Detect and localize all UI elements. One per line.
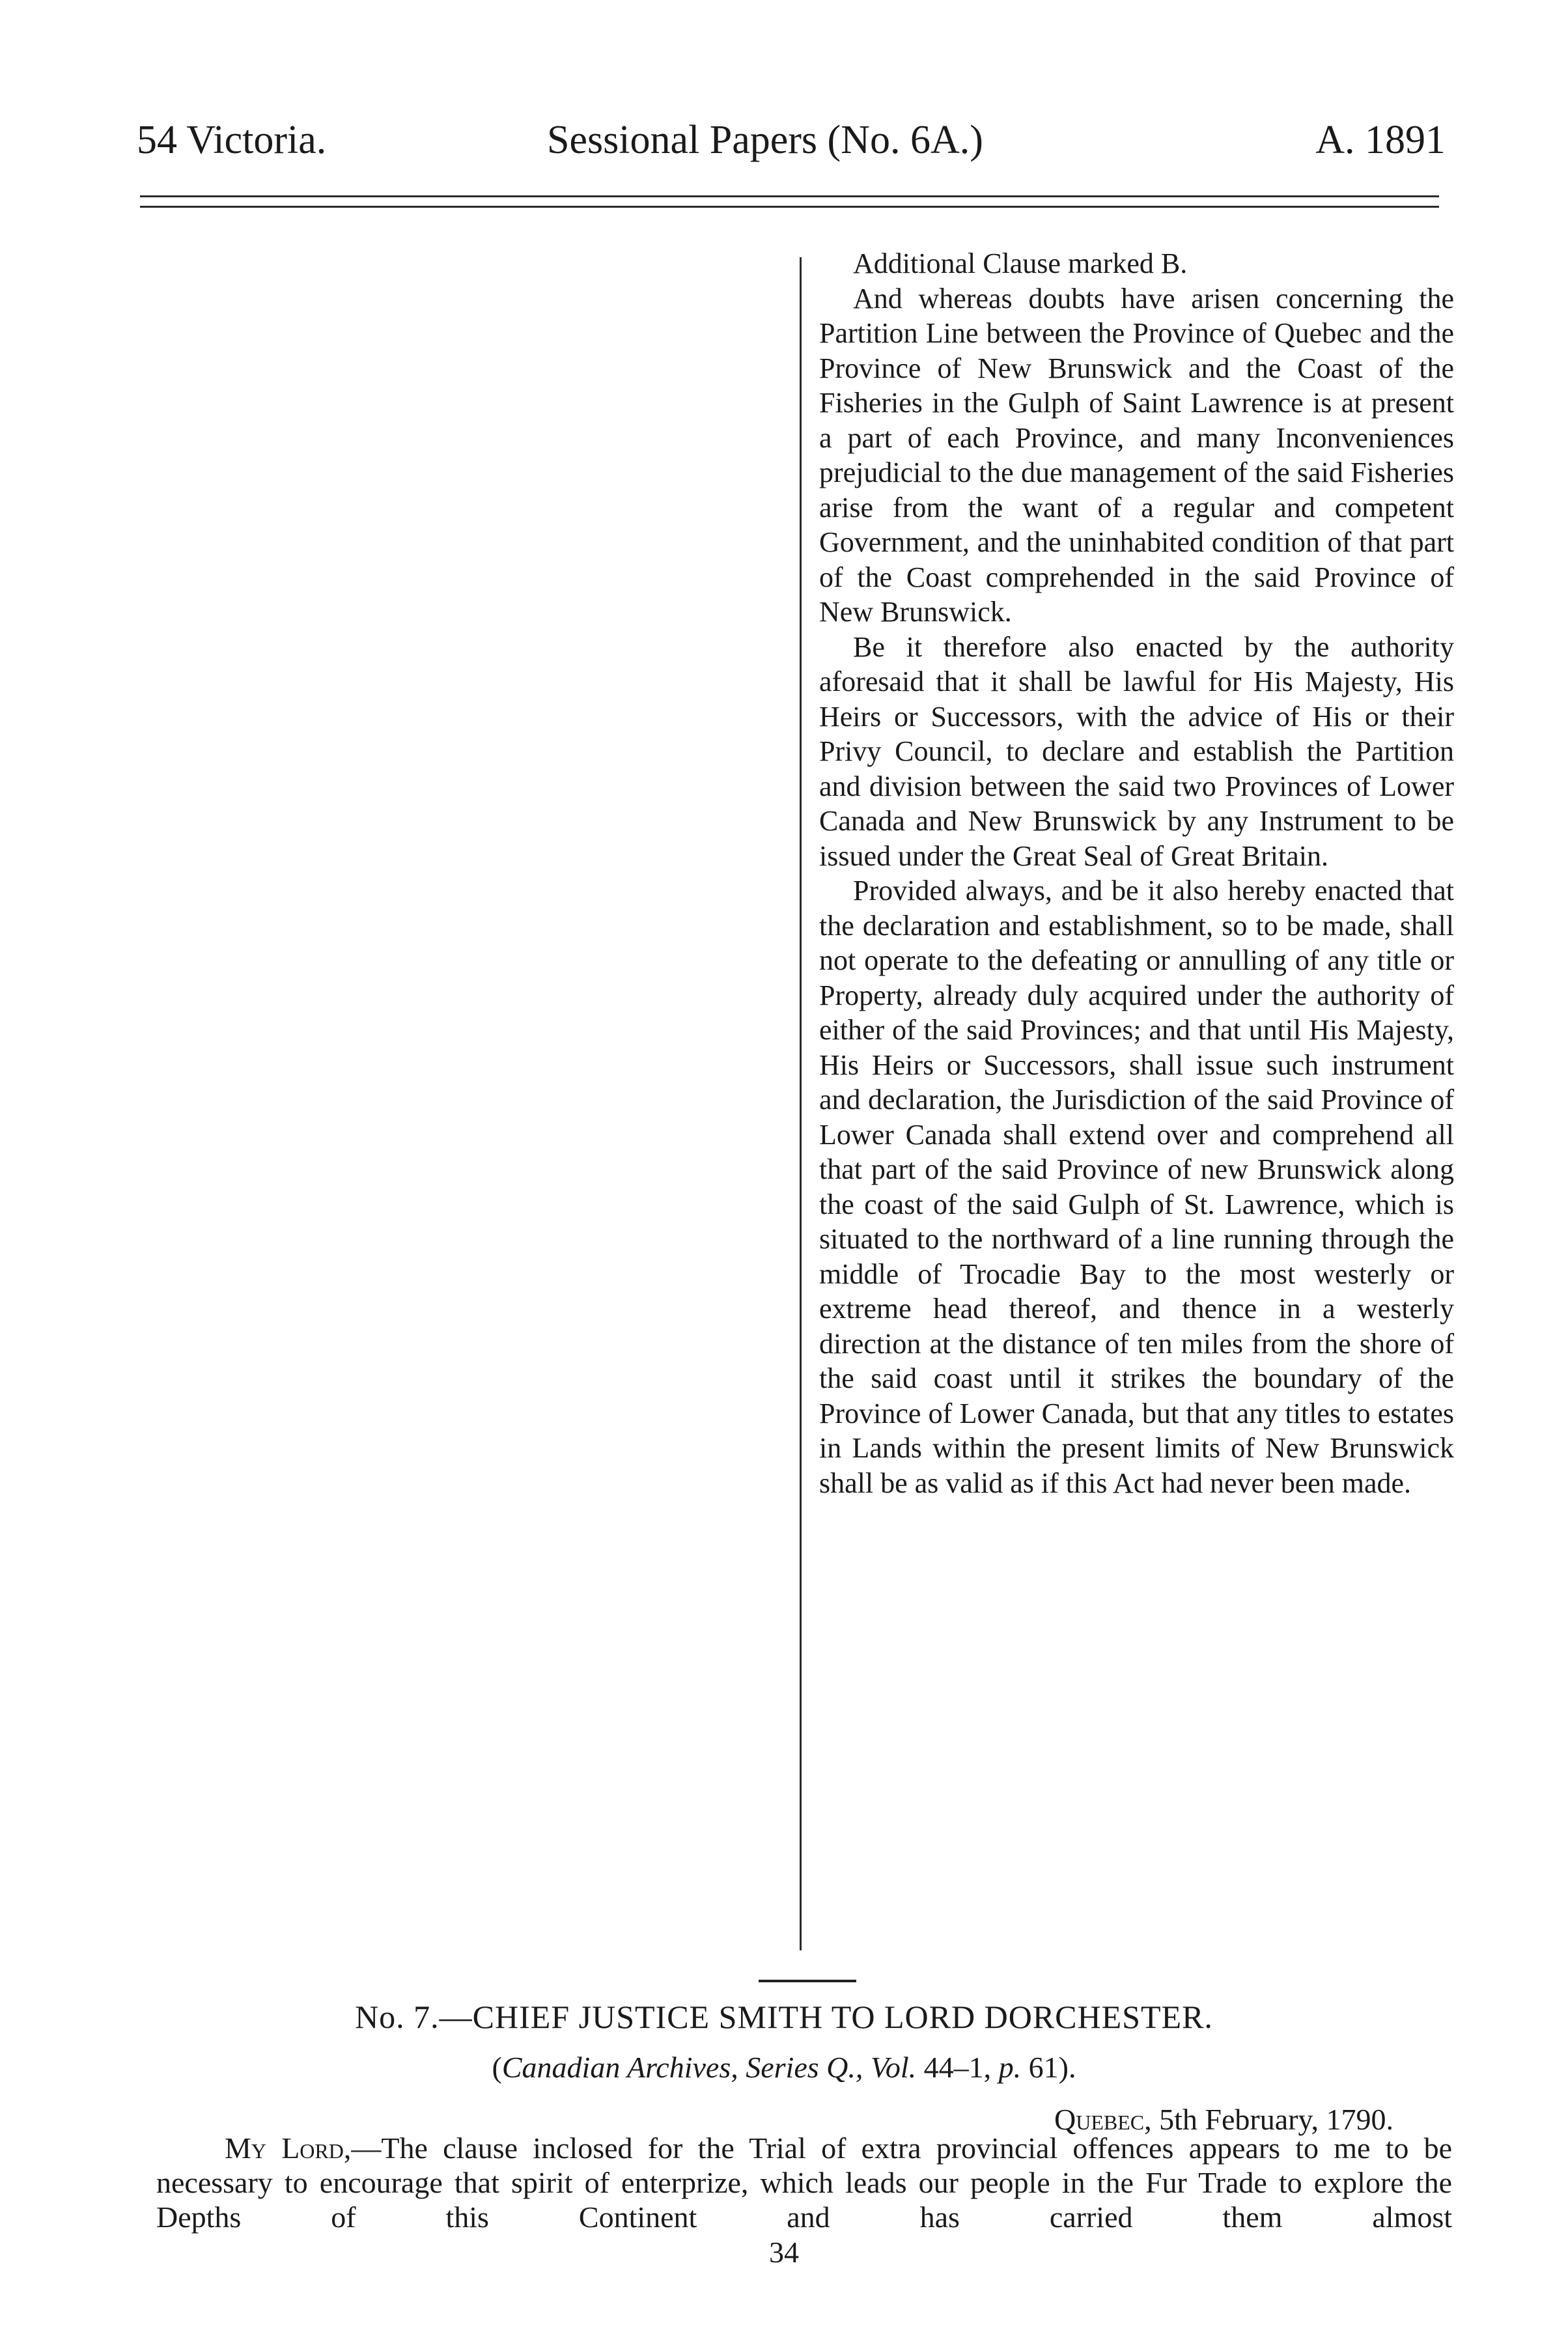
letter-salutation: My Lord,	[225, 2131, 352, 2165]
citation-source: Canadian Archives, Series Q., Vol.	[501, 2051, 917, 2084]
dateline-date: , 5th February, 1790.	[1144, 2103, 1393, 2136]
section-title: No. 7.—CHIEF JUSTICE SMITH TO LORD DORCHESTER.	[355, 1999, 1213, 2035]
header-publication: Sessional Papers (No. 6A.)	[547, 118, 983, 162]
column-divider	[800, 257, 802, 1950]
letter-paragraph	[156, 2131, 1452, 2234]
citation-close: 61).	[1021, 2051, 1076, 2084]
section-divider	[759, 1980, 856, 1982]
header-year: A. 1891	[1315, 118, 1446, 162]
page-number: 34	[769, 2236, 799, 2269]
citation-ref: 44–1,	[916, 2051, 999, 2084]
clause-paragraph: Provided always, and be it also hereby enacted that the declaration and establishment, so to be made, shall not operate to the defeating or annulling of any title or Property, already duly acquired under the authority of either of the said Provinces; and that until His Majesty, His Heirs or Successors, shall issue such instrument and declaration, the Jurisdiction of the said Province of Lower Canada shall extend over and comprehend all that part of the said Province of new Brunswick along the coast of the said Gulph of St. Lawrence, which is situated to the northward of a line running through the middle of Trocadie Bay to the most westerly or extreme head thereof, and thence in a westerly direction at the distance of ten miles from the shore of the said coast until it strikes the boundary of the Province of Lower Canada, but that any titles to estates in Lands within the present limits of New Brunswick shall be as valid as if this Act had never been made.	[819, 875, 1454, 1499]
archive-citation	[0, 2050, 1568, 2085]
clause-column	[819, 246, 1454, 1500]
letter-body	[156, 2131, 1452, 2234]
citation-page-label: p.	[998, 2051, 1022, 2084]
header-rule-bottom	[140, 206, 1439, 208]
header-rule-top	[140, 195, 1439, 197]
letter-text: —The clause inclosed for the Trial of extra provincial offences appears to me to be necessary to encourage that spirit of enterprize, which leads our people in the Fur Trade to explore the Depths of this Continent and has carried them almost	[156, 2131, 1453, 2234]
dateline-place: Quebec	[1054, 2103, 1145, 2136]
page-header	[137, 117, 1446, 176]
header-session: 54 Victoria.	[137, 118, 327, 162]
clause-title: Additional Clause marked B.	[853, 247, 1188, 279]
clause-paragraph: And whereas doubts have arisen concerning the Partition Line between the Province of Quebec and the Province of New Brunswick and the Coast of the Fisheries in the Gulph of Saint Lawrence is at present a part of each Province, and many Inconveniences prejudicial to the due management of the said Fisheries arise from the want of a regular and competent Government, and the uninhabited condition of that part of the Coast comprehended in the said Province of New Brunswick.	[819, 282, 1454, 628]
clause-paragraph: Be it therefore also enacted by the authority aforesaid that it shall be lawful for His Majesty, His Heirs or Successors, with the advice of His or their Privy Council, to declare and establish the Partition and division between the said two Provinces of Lower Canada and New Brunswick by any Instrument to be issued under the Great Seal of Great Britain.	[819, 630, 1454, 872]
citation-open: (	[492, 2051, 502, 2084]
